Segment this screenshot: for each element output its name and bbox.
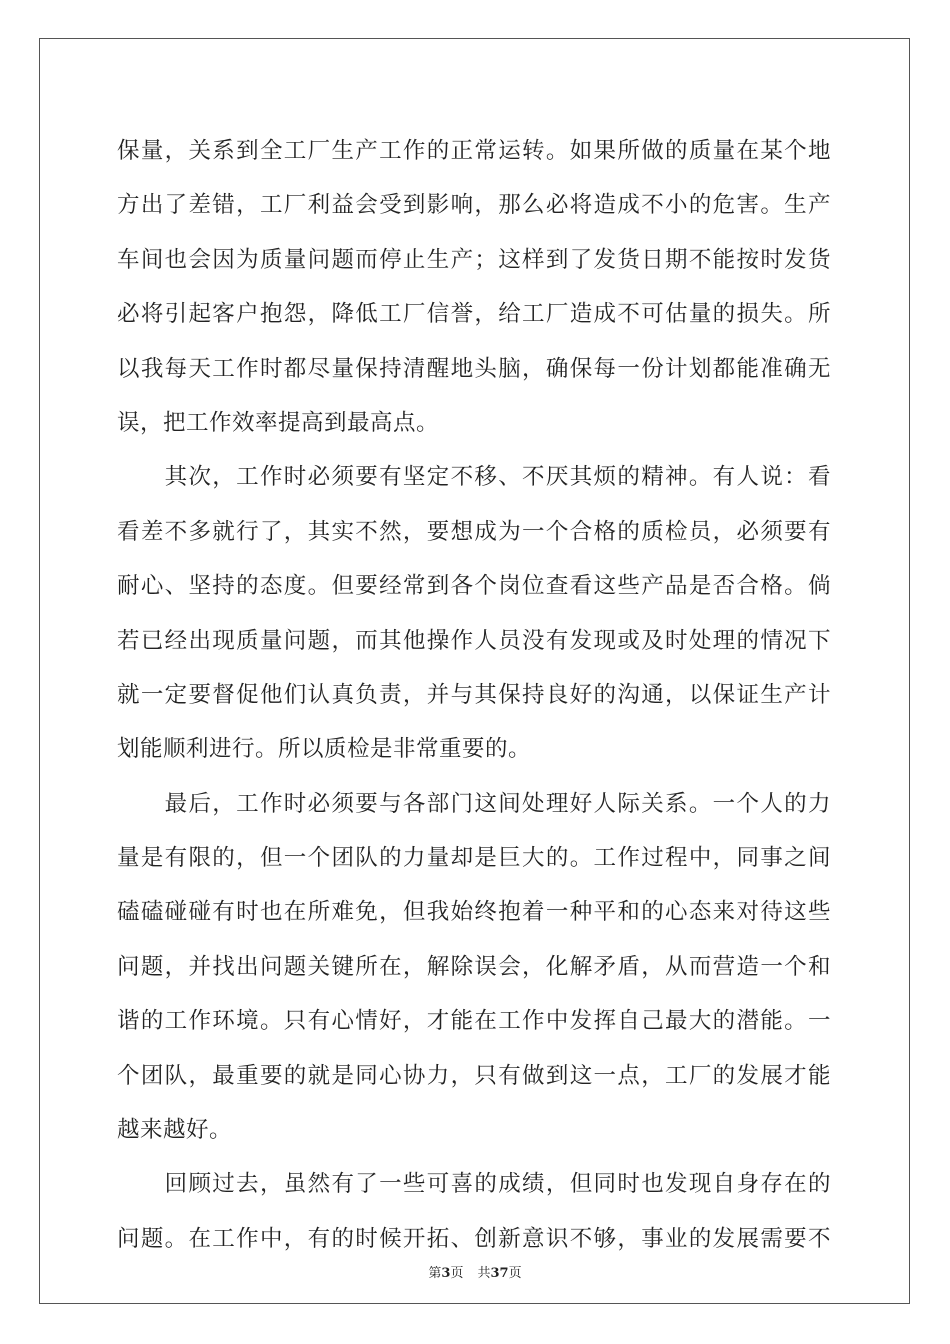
text-line: 谐的工作环境。只有心情好，才能在工作中发挥自己最大的潜能。一 <box>117 1008 831 1035</box>
text-line: 车间也会因为质量问题而停止生产；这样到了发货日期不能按时发货 <box>117 246 831 273</box>
text-line: 量是有限的，但一个团队的力量却是巨大的。工作过程中，同事之间 <box>117 845 831 872</box>
text-line: 保量，关系到全工厂生产工作的正常运转。如果所做的质量在某个地 <box>117 138 831 164</box>
text-line: 其次，工作时必须要有坚定不移、不厌其烦的精神。有人说：看 <box>117 464 831 491</box>
text-line: 误，把工作效率提高到最高点。 <box>117 409 440 436</box>
text-line: 个团队，最重要的就是同心协力，只有做到这一点，工厂的发展才能 <box>117 1062 831 1089</box>
paragraph <box>117 1157 831 1266</box>
document-body <box>117 124 831 1266</box>
text-line: 方出了差错，工厂利益会受到影响，那么必将造成不小的危害。生产 <box>117 192 831 219</box>
text-line: 就一定要督促他们认真负责，并与其保持良好的沟通，以保证生产计 <box>117 681 831 708</box>
total-prefix: 共 <box>477 1266 491 1281</box>
text-line: 回顾过去，虽然有了一些可喜的成绩，但同时也发现自身存在的 <box>117 1171 831 1198</box>
text-line: 耐心、坚持的态度。但要经常到各个岗位查看这些产品是否合格。倘 <box>117 573 831 600</box>
total-suffix: 页 <box>508 1266 522 1281</box>
total-pages: 37 <box>490 1266 509 1281</box>
text-line: 越来越好。 <box>117 1117 233 1144</box>
text-line: 看差不多就行了，其实不然，要想成为一个合格的质检员，必须要有 <box>117 518 831 545</box>
text-line: 问题。在工作中，有的时候开拓、创新意识不够，事业的发展需要不 <box>117 1225 831 1252</box>
page-prefix: 第 <box>428 1266 442 1281</box>
paragraph <box>117 124 831 450</box>
text-line: 必将引起客户抱怨，降低工厂信誉，给工厂造成不可估量的损失。所 <box>117 301 831 328</box>
text-line: 问题，并找出问题关键所在，解除误会，化解矛盾，从而营造一个和 <box>117 953 831 980</box>
page-suffix: 页 <box>450 1266 464 1281</box>
page-number: 3 <box>441 1266 451 1281</box>
text-line: 若已经出现质量问题，而其他操作人员没有发现或及时处理的情况下 <box>117 627 831 654</box>
page-footer <box>0 1262 950 1281</box>
text-line: 以我每天工作时都尽量保持清醒地头脑，确保每一份计划都能准确无 <box>117 355 831 382</box>
text-line: 最后，工作时必须要与各部门这间处理好人际关系。一个人的力 <box>117 790 831 817</box>
text-line: 磕磕碰碰有时也在所难免，但我始终抱着一种平和的心态来对待这些 <box>117 899 831 926</box>
text-line: 划能顺利进行。所以质检是非常重要的。 <box>117 736 532 763</box>
paragraph <box>117 450 831 776</box>
paragraph <box>117 777 831 1158</box>
